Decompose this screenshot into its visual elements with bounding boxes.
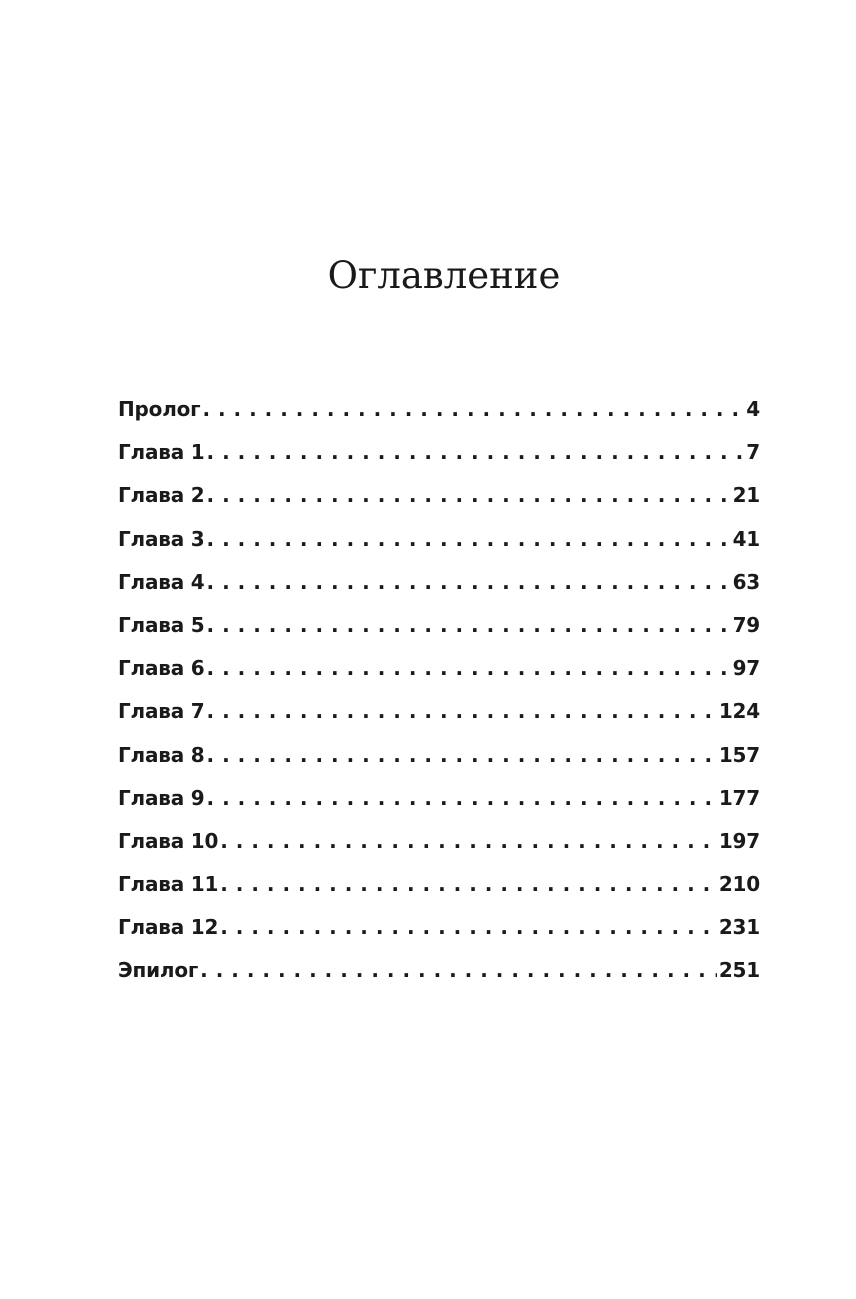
table-of-contents [118, 397, 760, 1002]
dot-leader [207, 743, 717, 767]
dot-leader [207, 527, 731, 551]
dot-leader [220, 915, 717, 939]
toc-entry [118, 872, 760, 915]
toc-entry [118, 915, 760, 958]
toc-entry [118, 440, 760, 483]
toc-entry [118, 786, 760, 829]
toc-entry [118, 397, 760, 440]
toc-entry-label: Глава 4 [118, 569, 205, 594]
toc-entry [118, 570, 760, 613]
dot-leader [207, 656, 731, 680]
toc-entry-page: 79 [732, 612, 760, 637]
toc-entry-page: 124 [718, 699, 760, 724]
toc-entry-label: Глава 1 [118, 440, 205, 465]
toc-entry-label: Глава 12 [118, 915, 219, 940]
toc-entry-label: Эпилог [118, 958, 199, 983]
dot-leader [207, 440, 745, 464]
dot-leader [207, 699, 717, 723]
toc-entry [118, 527, 760, 570]
toc-entry-page: 231 [718, 915, 760, 940]
toc-entry-page: 197 [718, 828, 760, 853]
dot-leader [207, 613, 731, 637]
toc-entry [118, 699, 760, 742]
toc-entry-label: Глава 3 [118, 526, 205, 551]
toc-entry-label: Пролог [118, 397, 201, 421]
toc-entry [118, 613, 760, 656]
toc-entry-label: Глава 2 [118, 483, 205, 508]
toc-entry-page: 63 [732, 569, 760, 594]
toc-entry-page: 4 [746, 397, 760, 421]
dot-leader [200, 958, 717, 982]
toc-entry [118, 958, 760, 1001]
toc-entry-label: Глава 11 [118, 872, 219, 897]
toc-entry-page: 97 [732, 656, 760, 681]
toc-entry-label: Глава 7 [118, 699, 205, 724]
toc-entry-label: Глава 6 [118, 656, 205, 681]
toc-entry [118, 743, 760, 786]
toc-entry-label: Глава 10 [118, 828, 219, 853]
dot-leader [202, 397, 744, 421]
dot-leader [207, 786, 717, 810]
toc-entry-page: 157 [718, 742, 760, 767]
dot-leader [220, 872, 717, 896]
toc-entry-page: 41 [732, 526, 760, 551]
toc-entry [118, 483, 760, 526]
toc-entry [118, 656, 760, 699]
toc-entry-page: 177 [718, 785, 760, 810]
toc-entry [118, 829, 760, 872]
toc-entry-label: Глава 9 [118, 785, 205, 810]
dot-leader [207, 483, 731, 507]
dot-leader [220, 829, 717, 853]
dot-leader [207, 570, 731, 594]
toc-entry-label: Глава 8 [118, 742, 205, 767]
toc-entry-page: 210 [718, 872, 760, 897]
toc-entry-page: 251 [718, 958, 760, 983]
toc-entry-page: 21 [732, 483, 760, 508]
toc-entry-label: Глава 5 [118, 612, 205, 637]
page-title: Оглавление [327, 254, 561, 297]
toc-entry-page: 7 [746, 440, 760, 465]
